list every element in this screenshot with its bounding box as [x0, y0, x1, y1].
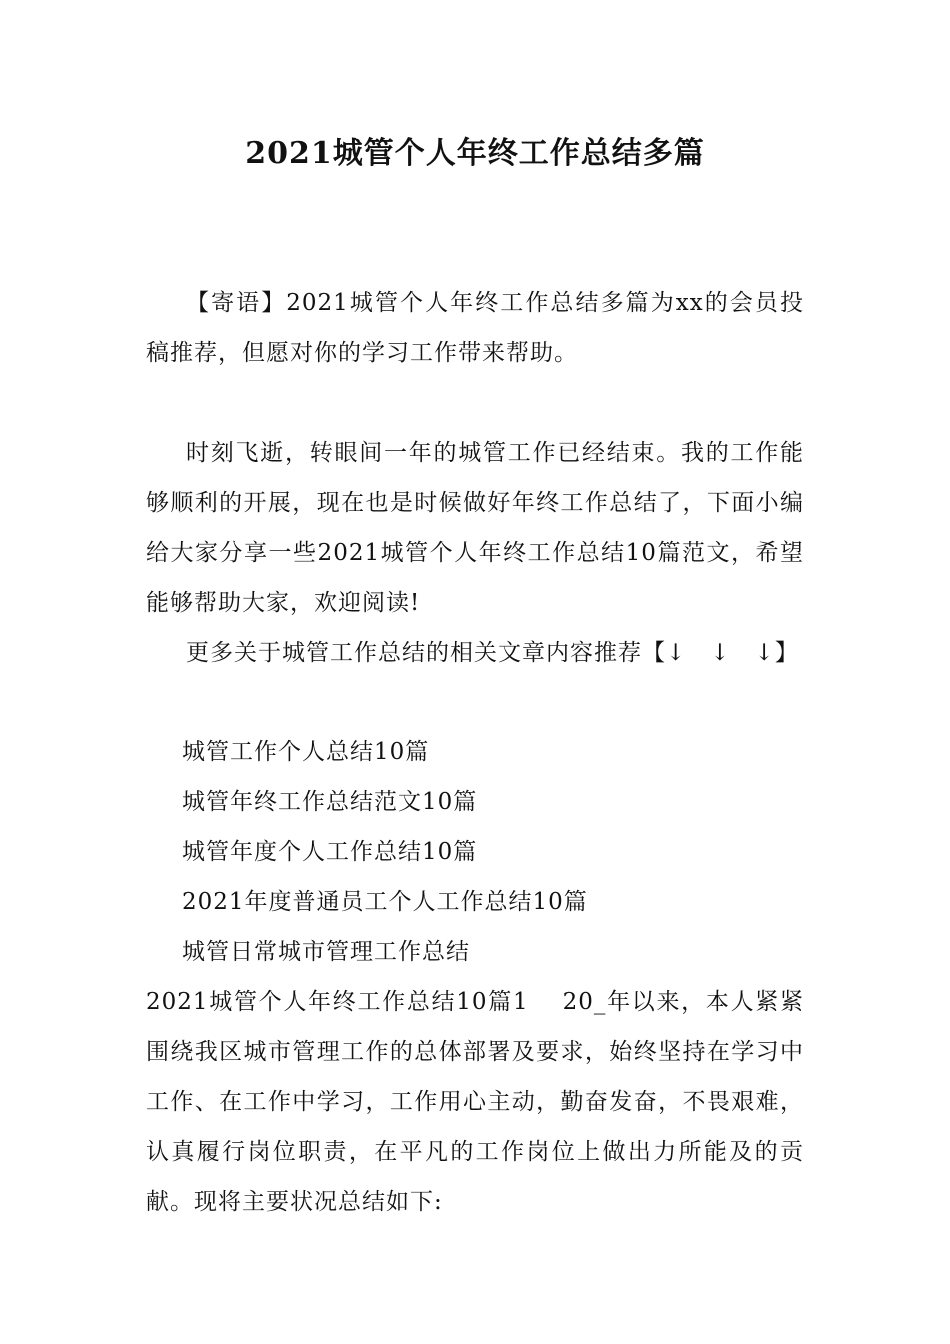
section-body: 20_年以来，本人紧紧围绕我区城市管理工作的总体部署及要求，始终坚持在学习中工作、在工作中学习，工作用心主动，勤奋发奋，不畏艰难，认真履行岗位职责，在平凡的工作岗位上做出力所能及的贡献。现将主要状况总结如下: — [146, 989, 804, 1215]
recommend-paragraph: 更多关于城管工作总结的相关文章内容推荐【↓ ↓ ↓】 — [186, 640, 799, 666]
intro-paragraph: 【寄语】2021城管个人年终工作总结多篇为xx的会员投稿推荐，但愿对你的学习工作带来帮助。 — [146, 290, 804, 366]
related-article-link[interactable]: 城管工作个人总结10篇 — [182, 739, 430, 765]
section-heading: 2021城管个人年终工作总结10篇1 — [146, 989, 529, 1015]
related-article-link[interactable]: 城管日常城市管理工作总结 — [182, 939, 470, 965]
related-article-link[interactable]: 城管年度个人工作总结10篇 — [182, 839, 478, 865]
related-article-link[interactable]: 城管年终工作总结范文10篇 — [182, 789, 478, 815]
section-paragraph — [146, 977, 804, 1227]
related-article-link[interactable]: 2021年度普通员工个人工作总结10篇 — [182, 889, 588, 915]
opening-paragraph: 时刻飞逝，转眼间一年的城管工作已经结束。我的工作能够顺利的开展，现在也是时候做好年终工作总结了，下面小编给大家分享一些2021城管个人年终工作总结10篇范文，希望能够帮助大家，欢迎阅读! — [146, 440, 804, 616]
document-title: 2021城管个人年终工作总结多篇 — [245, 136, 705, 171]
